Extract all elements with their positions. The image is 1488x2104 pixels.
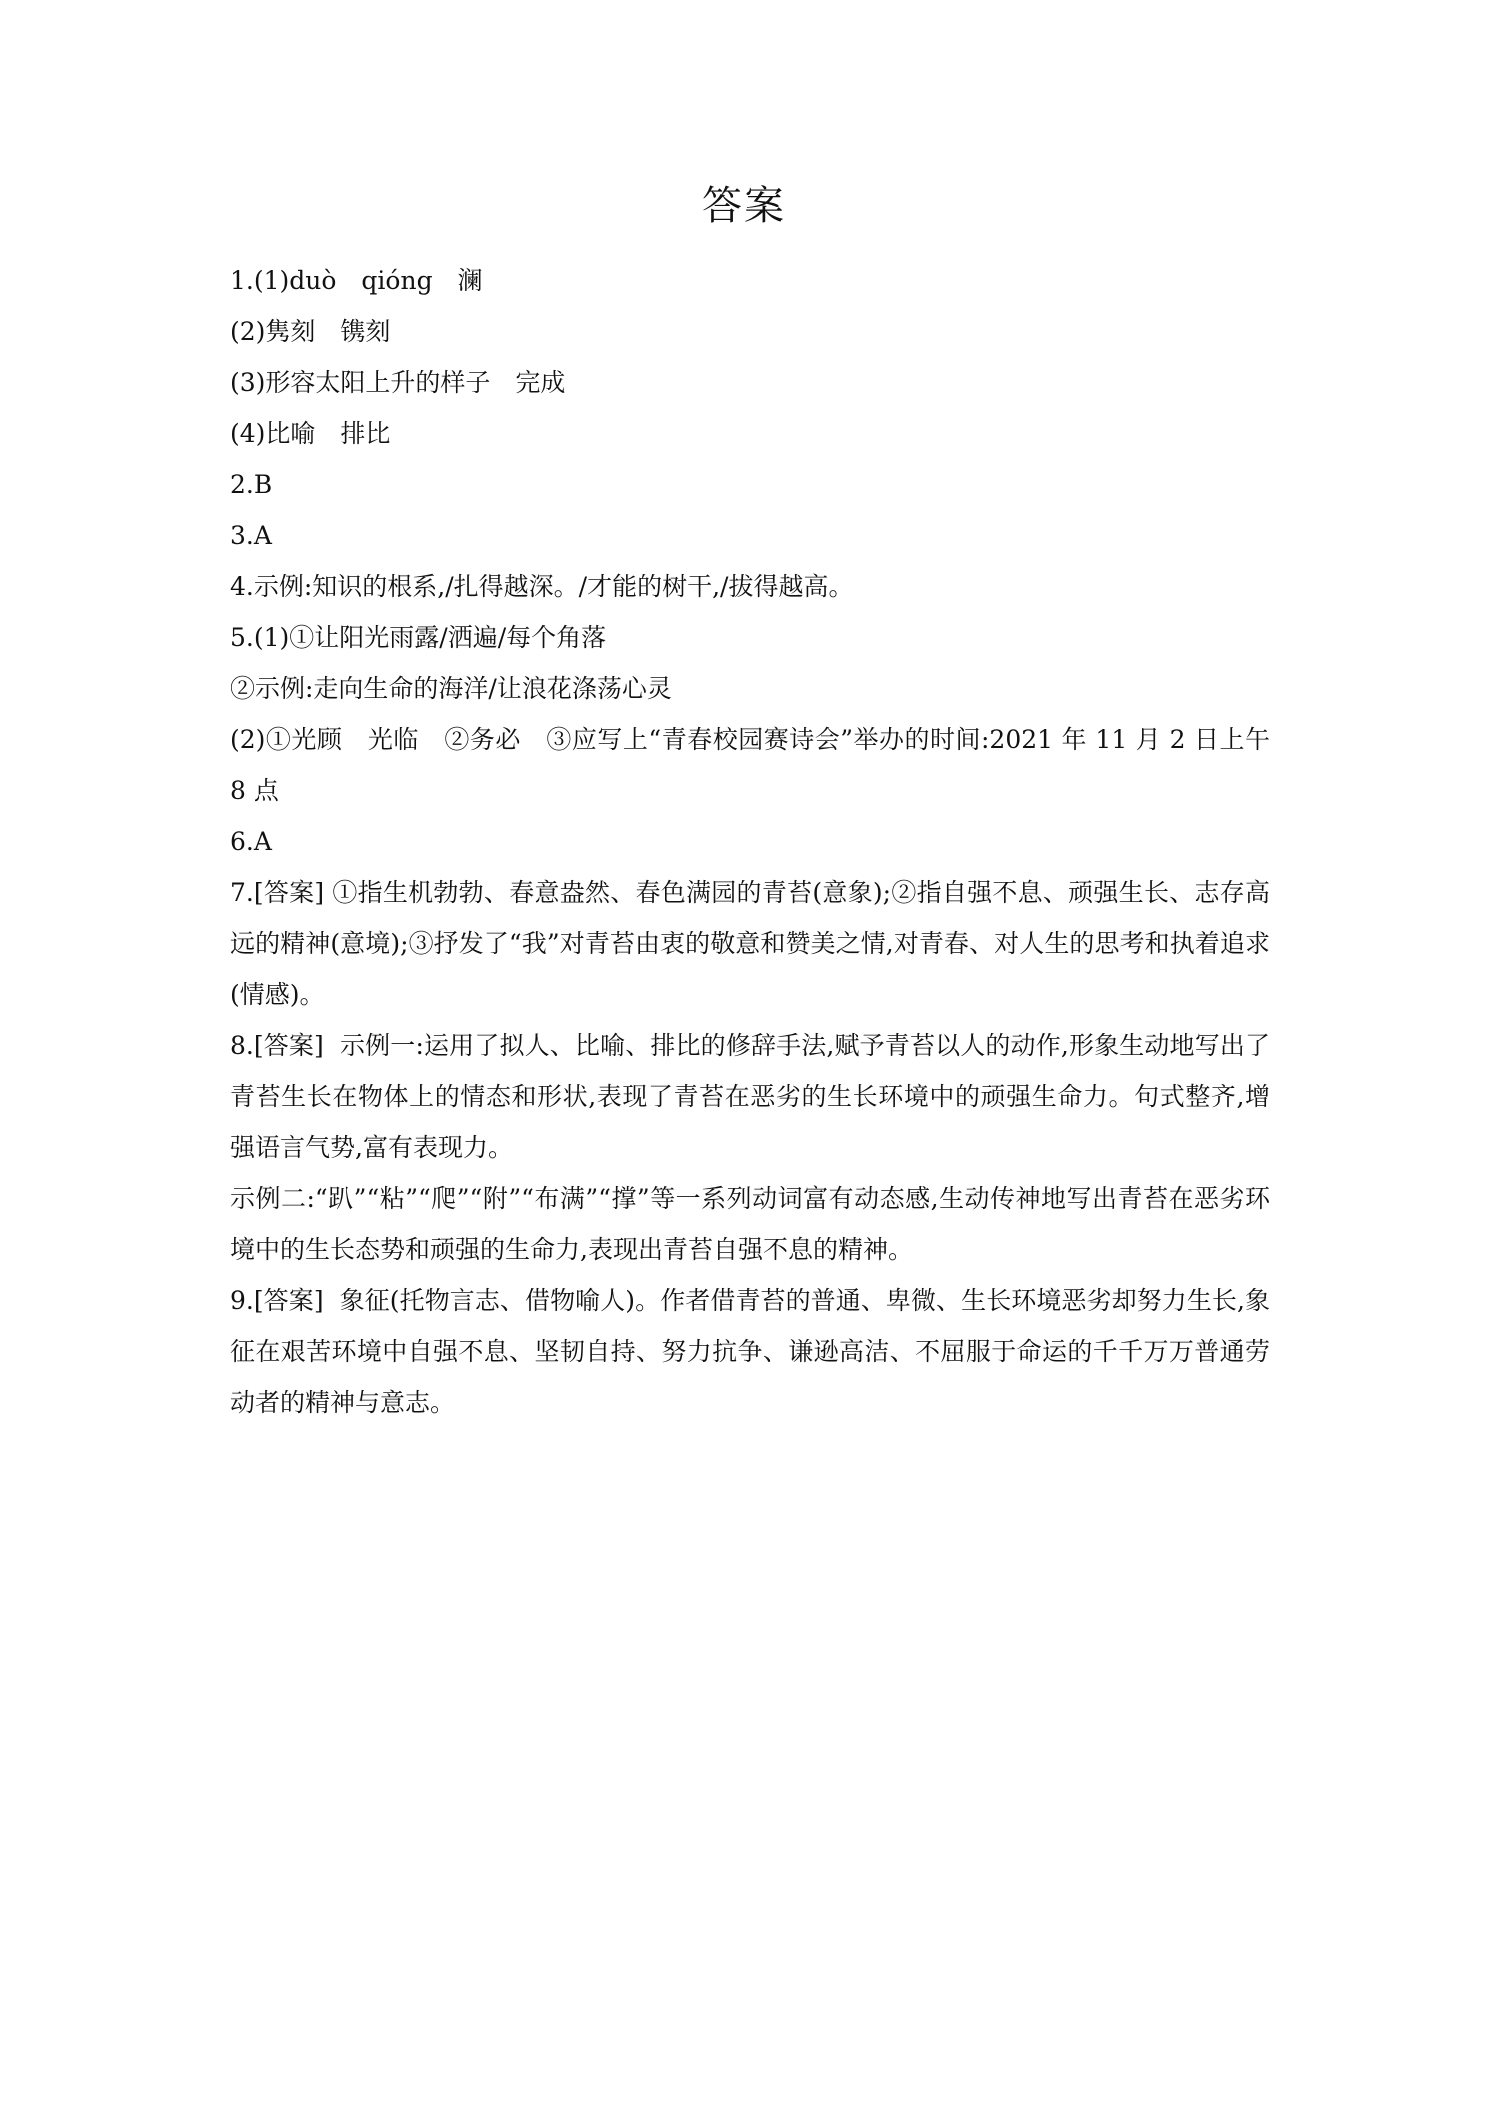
answer-6: 6.A	[230, 827, 272, 856]
answer-8-example-2: 示例二:“趴”“粘”“爬”“附”“布满”“撑”等一系列动词富有动态感,生动传神地写出青苔在恶劣环境中的生长态势和顽强的生命力,表现出青苔自强不息的精神。	[230, 1184, 1270, 1264]
answer-1-1: 1.(1)duò qióng 澜	[230, 266, 483, 295]
answer-5-2: (2)①光顾 光临 ②务必 ③应写上“青春校园赛诗会”举办的时间:2021 年 11 月 2 日上午 8 点	[230, 725, 1278, 805]
answer-9: 9.[答案] 象征(托物言志、借物喻人)。作者借青苔的普通、卑微、生长环境恶劣却努力生长,象征在艰苦环境中自强不息、坚韧自持、努力抗争、谦逊高洁、不屈服于命运的千千万万普通劳动者的精神与意志。	[230, 1286, 1270, 1417]
answer-5-1-b: ②示例:走向生命的海洋/让浪花涤荡心灵	[230, 674, 672, 703]
answer-list	[230, 255, 1278, 1428]
answer-2: 2.B	[230, 470, 273, 499]
answer-7: 7.[答案] ①指生机勃勃、春意盎然、春色满园的青苔(意象);②指自强不息、顽强生长、志存高远的精神(意境);③抒发了“我”对青苔由衷的敬意和赞美之情,对青春、对人生的思考和执着追求(情感)。	[230, 878, 1270, 1009]
answer-3: 3.A	[230, 521, 272, 550]
answer-1-4: (4)比喻 排比	[230, 419, 391, 448]
answer-1-2: (2)隽刻 镌刻	[230, 317, 391, 346]
answer-4: 4.示例:知识的根系,/扎得越深。/才能的树干,/拔得越高。	[230, 572, 854, 601]
page-title: 答案	[702, 183, 786, 229]
answer-1-3: (3)形容太阳上升的样子 完成	[230, 368, 566, 397]
answer-5-1-a: 5.(1)①让阳光雨露/洒遍/每个角落	[230, 623, 607, 652]
answer-8-example-1: 8.[答案] 示例一:运用了拟人、比喻、排比的修辞手法,赋予青苔以人的动作,形象生动地写出了青苔生长在物体上的情态和形状,表现了青苔在恶劣的生长环境中的顽强生命力。句式整齐,增强语言气势,富有表现力。	[230, 1031, 1270, 1162]
